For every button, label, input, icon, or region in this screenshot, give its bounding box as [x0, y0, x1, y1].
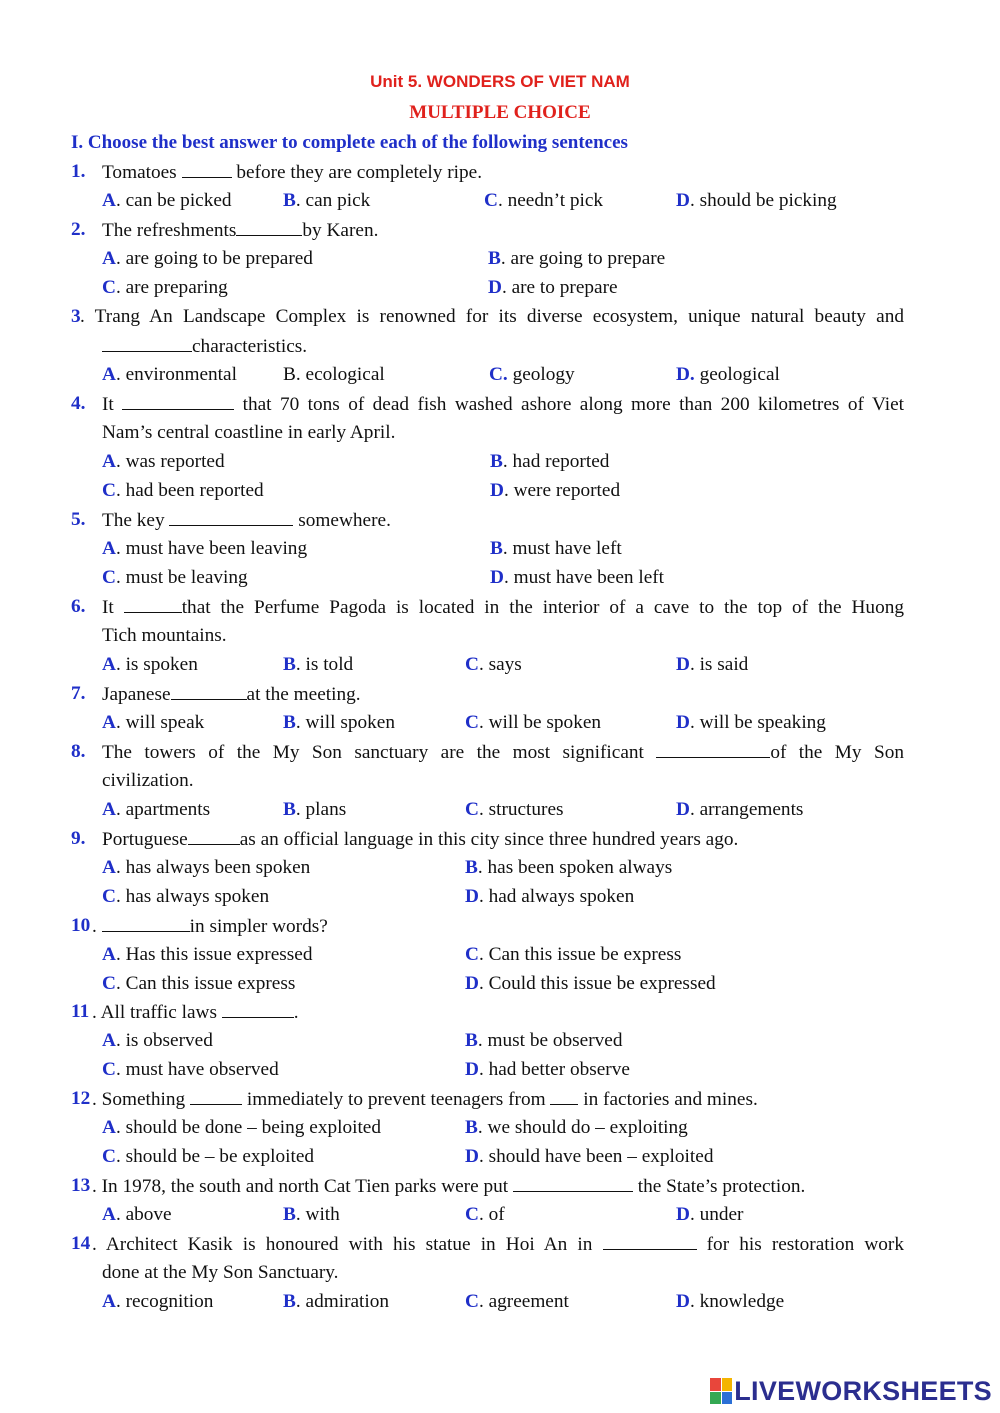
answer-blank[interactable] [513, 1174, 633, 1192]
option-d[interactable]: D. knowledge [676, 1291, 785, 1312]
question-text: Nam’s central coastline in early April. [102, 422, 396, 443]
question-number: 14 [71, 1233, 91, 1254]
section-title: MULTIPLE CHOICE [409, 102, 591, 123]
logo-text: LIVEWORKSHEETS [734, 1375, 992, 1406]
option-d[interactable]: D. are to prepare [488, 277, 618, 298]
option-d[interactable]: D. were reported [490, 480, 621, 501]
option-d[interactable]: D. should have been – exploited [465, 1146, 714, 1167]
option-a[interactable]: A. has always been spoken [102, 857, 311, 878]
option-c[interactable]: C. are preparing [102, 277, 228, 298]
option-a[interactable]: A. environmental [102, 364, 237, 385]
option-d[interactable]: D. under [676, 1204, 744, 1225]
question-number: 11 [71, 1001, 90, 1022]
option-d[interactable]: D. should be picking [676, 190, 837, 211]
option-b[interactable]: B. must be observed [465, 1030, 623, 1051]
option-a[interactable]: A. must have been leaving [102, 538, 308, 559]
unit-title: Unit 5. WONDERS OF VIET NAM [370, 72, 630, 91]
option-a[interactable]: A. will speak [102, 712, 205, 733]
option-d[interactable]: D. is said [676, 654, 749, 675]
question-number: 6. [71, 596, 86, 617]
option-a[interactable]: A. was reported [102, 451, 225, 472]
question-text: It that 70 tons of dead fish washed ashore along more than 200 kilometres of Viet [102, 394, 904, 415]
answer-blank[interactable] [188, 827, 240, 845]
option-a[interactable]: A. recognition [102, 1291, 214, 1312]
question-text: . Architect Kasik is honoured with his statue in Hoi An in for his restoration work [92, 1234, 904, 1255]
question-text: The refreshments by Karen. [102, 220, 379, 241]
question-text: . Trang An Landscape Complex is renowned for its diverse ecosystem, unique natural beauty and [80, 306, 904, 327]
answer-blank[interactable] [102, 334, 192, 352]
question-text: The key somewhere. [102, 510, 391, 531]
option-b[interactable]: B. will spoken [283, 712, 395, 733]
option-b[interactable]: B. can pick [283, 190, 371, 211]
option-a[interactable]: A. can be picked [102, 190, 232, 211]
question-text: Tomatoes before they are completely ripe. [102, 162, 483, 183]
answer-blank[interactable] [169, 508, 293, 526]
option-b[interactable]: B. we should do – exploiting [465, 1117, 688, 1138]
option-d[interactable]: D. geological [676, 364, 780, 385]
option-c[interactable]: C. has always spoken [102, 886, 270, 907]
question-number: 4. [71, 393, 86, 414]
option-a[interactable]: A. are going to be prepared [102, 248, 313, 269]
question-text: It that the Perfume Pagoda is located in the interior of a cave to the top of the Huong [102, 597, 904, 618]
question-text: . in simpler words? [92, 916, 328, 937]
option-b[interactable]: B. are going to prepare [488, 248, 666, 269]
option-a[interactable]: A. Has this issue expressed [102, 944, 313, 965]
question-text: Portuguese as an official language in this city since three hundred years ago. [102, 829, 739, 850]
question-number: 10 [71, 915, 91, 936]
question-text: Tich mountains. [102, 625, 227, 646]
option-c[interactable]: C. should be – be exploited [102, 1146, 315, 1167]
option-c[interactable]: C. will be spoken [465, 712, 602, 733]
option-b[interactable]: B. ecological [283, 364, 385, 385]
question-text: . All traffic laws . [92, 1002, 299, 1023]
answer-blank[interactable] [102, 914, 190, 932]
option-c[interactable]: C. needn’t pick [484, 190, 604, 211]
answer-blank[interactable] [124, 595, 182, 613]
option-c[interactable]: C. must have observed [102, 1059, 279, 1080]
option-c[interactable]: C. Can this issue express [102, 973, 296, 994]
answer-blank[interactable] [190, 1087, 242, 1105]
question-text: Japanese at the meeting. [102, 684, 361, 705]
answer-blank[interactable] [222, 1000, 294, 1018]
answer-blank[interactable] [171, 682, 247, 700]
question-number: 5. [71, 509, 86, 530]
option-c[interactable]: C. geology [489, 364, 575, 385]
instruction: I. Choose the best answer to complete each of the following sentences [71, 132, 628, 153]
option-c[interactable]: C. of [465, 1204, 505, 1225]
question-number: 2. [71, 219, 86, 240]
option-c[interactable]: C. Can this issue be express [465, 944, 682, 965]
question-number: 8. [71, 741, 86, 762]
option-a[interactable]: A. above [102, 1204, 172, 1225]
option-a[interactable]: A. is observed [102, 1030, 213, 1051]
question-number: 3 [71, 306, 81, 327]
option-d[interactable]: D. had better observe [465, 1059, 630, 1080]
option-a[interactable]: A. is spoken [102, 654, 198, 675]
answer-blank[interactable] [182, 160, 232, 178]
liveworksheets-logo-icon [710, 1378, 732, 1404]
question-number: 1. [71, 161, 86, 182]
option-b[interactable]: B. must have left [490, 538, 622, 559]
option-d[interactable]: D. must have been left [490, 567, 665, 588]
option-a[interactable]: A. apartments [102, 799, 211, 820]
answer-blank[interactable] [550, 1087, 578, 1105]
question-number: 7. [71, 683, 86, 704]
question-text: . In 1978, the south and north Cat Tien parks were put the State’s protection. [92, 1176, 806, 1197]
option-c[interactable]: C. says [465, 654, 522, 675]
question-text: . Something immediately to prevent teenagers from in factories and mines. [92, 1089, 758, 1110]
answer-blank[interactable] [656, 740, 770, 758]
option-b[interactable]: B. is told [283, 654, 354, 675]
liveworksheets-logo[interactable] [710, 1374, 992, 1408]
question-text: The towers of the My Son sanctuary are the most significant of the My Son [102, 742, 904, 763]
option-b[interactable]: B. had reported [490, 451, 610, 472]
question-text: characteristics. [102, 334, 307, 359]
option-d[interactable]: D. had always spoken [465, 886, 635, 907]
answer-blank[interactable] [603, 1232, 697, 1250]
option-b[interactable]: B. admiration [283, 1291, 390, 1312]
option-c[interactable]: C. structures [465, 799, 564, 820]
option-c[interactable]: C. agreement [465, 1291, 569, 1312]
option-c[interactable]: C. must be leaving [102, 567, 248, 588]
question-number: 12 [71, 1088, 91, 1109]
option-c[interactable]: C. had been reported [102, 480, 264, 501]
answer-blank[interactable] [122, 392, 234, 410]
question-number: 13 [71, 1175, 91, 1196]
option-b[interactable]: B. with [283, 1204, 340, 1225]
answer-blank[interactable] [236, 218, 302, 236]
option-d[interactable]: D. arrangements [676, 799, 804, 820]
option-d[interactable]: D. Could this issue be expressed [465, 973, 716, 994]
question-text: done at the My Son Sanctuary. [102, 1262, 339, 1283]
option-d[interactable]: D. will be speaking [676, 712, 826, 733]
option-b[interactable]: B. has been spoken always [465, 857, 673, 878]
option-a[interactable]: A. should be done – being exploited [102, 1117, 382, 1138]
option-b[interactable]: B. plans [283, 799, 347, 820]
question-text: civilization. [102, 770, 194, 791]
question-number: 9. [71, 828, 86, 849]
